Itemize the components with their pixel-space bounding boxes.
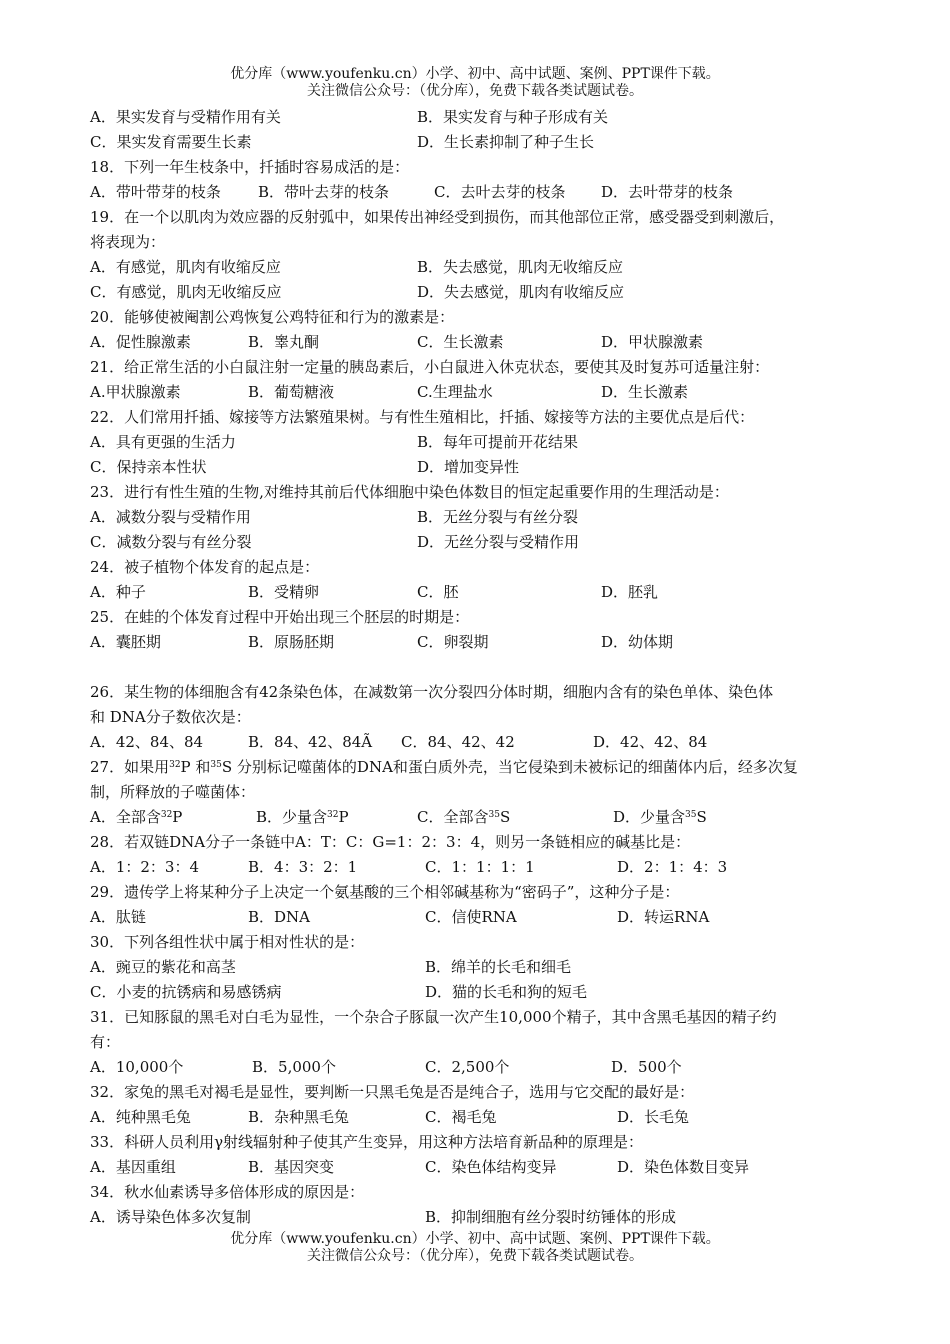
- q33-option-c: C．染色体结构变异: [425, 1158, 557, 1176]
- q23-option-b: B．无丝分裂与有丝分裂: [417, 508, 579, 526]
- q19-option-d: D．失去感觉，肌肉有收缩反应: [417, 283, 625, 301]
- q27-option-a: [90, 807, 182, 827]
- q33-stem: 33．科研人员利用γ射线辐射种子使其产生变异，用这种方法培育新品种的原理是：: [90, 1133, 644, 1151]
- q23-option-c: C．减数分裂与有丝分裂: [90, 533, 252, 551]
- q28-option-a: A．1：2：3：4: [90, 858, 200, 876]
- q33-option-d: D．染色体数目变异: [617, 1158, 750, 1176]
- q32-option-d: D．长毛兔: [617, 1108, 690, 1126]
- q18-option-b: B．带叶去芽的枝条: [258, 183, 390, 201]
- q23-stem: 23．进行有性生殖的生物,对维持其前后代体细胞中染色体数目的恒定起重要作用的生理活动是：: [90, 483, 729, 501]
- q26-stem-line-1: 26．某生物的体细胞含有42条染色体，在减数第一次分裂四分体时期，细胞内含有的染色单体、染色体: [90, 683, 774, 701]
- q29-option-b: B．DNA: [248, 908, 311, 926]
- q32-option-b: B．杂种黑毛兔: [248, 1108, 350, 1126]
- q33-option-b: B．基因突变: [248, 1158, 335, 1176]
- q27-option-b-text: B．少量含: [256, 808, 328, 826]
- q31-option-d: D．500个: [611, 1058, 682, 1076]
- q30-stem: 30．下列各组性状中属于相对性状的是：: [90, 933, 365, 951]
- q20-option-a: A．促性腺激素: [90, 333, 191, 351]
- q19-stem-line-1: 19．在一个以肌肉为效应器的反射弧中，如果传出神经受到损伤，而其他部位正常，感受器受到刺激后，: [90, 208, 785, 226]
- q27-option-a-sup: 32: [160, 810, 173, 820]
- q26-option-b: B．84、42、84Ã: [248, 733, 373, 751]
- q25-option-c: C．卵裂期: [417, 633, 489, 651]
- q18-option-c: C．去叶去芽的枝条: [434, 183, 566, 201]
- q27-option-a-element: P: [172, 808, 183, 826]
- q26-option-c: C．84、42、42: [401, 733, 515, 751]
- q27-stem-prefix: 27．如果用: [90, 758, 170, 776]
- q27-option-a-text: A．全部含: [90, 808, 161, 826]
- q21-option-d: D．生长激素: [601, 383, 689, 401]
- q27-option-d: [613, 807, 707, 827]
- q22-option-a: A．具有更强的生活力: [90, 433, 236, 451]
- q24-option-d: D．胚乳: [601, 583, 659, 601]
- q26-option-a: A．42、84、84: [90, 733, 204, 751]
- q33-option-a: A．基因重组: [90, 1158, 176, 1176]
- q30-option-d: D．猫的长毛和狗的短毛: [425, 983, 588, 1001]
- q24-option-b: B．受精卵: [248, 583, 320, 601]
- q34-option-b: B．抑制细胞有丝分裂时纺锤体的形成: [425, 1208, 677, 1226]
- q34-option-a: A．诱导染色体多次复制: [90, 1208, 251, 1226]
- q27-option-c-text: C．全部含: [417, 808, 489, 826]
- q27-option-b-element: P: [338, 808, 349, 826]
- q27-option-d-text: D．少量含: [613, 808, 686, 826]
- q21-option-a: A.甲状腺激素: [90, 383, 181, 401]
- q27-stem-mid: P 和: [180, 758, 211, 776]
- q28-option-c: C．1：1：1：1: [425, 858, 535, 876]
- q17-option-b: B．果实发育与种子形成有关: [417, 108, 609, 126]
- q19-stem-line-2: 将表现为：: [90, 233, 166, 251]
- q20-option-b: B．睾丸酮: [248, 333, 320, 351]
- q17-option-c: C．果实发育需要生长素: [90, 133, 252, 151]
- q25-option-b: B．原肠胚期: [248, 633, 335, 651]
- q28-stem: 28．若双链DNA分子一条链中A：T：C：G=1：2：3：4，则另一条链相应的碱基比是：: [90, 833, 691, 851]
- q26-option-d: D．42、42、84: [593, 733, 708, 751]
- q32-option-a: A．纯种黑毛兔: [90, 1108, 191, 1126]
- q25-option-d: D．幼体期: [601, 633, 674, 651]
- header-line-1: 优分库（www.youfenku.cn）小学、初中、高中试题、案例、PPT课件下载。: [230, 66, 720, 82]
- q27-option-b: [256, 807, 349, 827]
- q21-stem: 21．给正常生活的小白鼠注射一定量的胰岛素后，小白鼠进入休克状态，要使其及时复苏可适量注射：: [90, 358, 770, 376]
- q20-stem: 20．能够使被阉割公鸡恢复公鸡特征和行为的激素是：: [90, 308, 455, 326]
- q20-option-d: D．甲状腺激素: [601, 333, 704, 351]
- q30-option-a: A．豌豆的紫花和高茎: [90, 958, 236, 976]
- q28-option-b: B．4：3：2：1: [248, 858, 358, 876]
- q22-stem: 22．人们常用扦插、嫁接等方法繁殖果树。与有性生殖相比，扦插、嫁接等方法的主要优点是后代：: [90, 408, 755, 426]
- q26-stem-line-2: 和 DNA分子数依次是：: [90, 708, 251, 726]
- q29-option-c: C．信使RNA: [425, 908, 517, 926]
- header-line-2: 关注微信公众号：（优分库），免费下载各类试题试卷。: [307, 83, 643, 99]
- q23-option-a: A．减数分裂与受精作用: [90, 508, 251, 526]
- q31-stem-line-1: 31．已知豚鼠的黑毛对白毛为显性，一个杂合子豚鼠一次产生10,000个精子，其中含黑毛基因的精子约: [90, 1008, 777, 1026]
- q23-option-d: D．无丝分裂与受精作用: [417, 533, 580, 551]
- q18-option-a: A．带叶带芽的枝条: [90, 183, 221, 201]
- q27-stem-line-2: 制，所释放的子噬菌体：: [90, 783, 256, 801]
- q30-option-c: C．小麦的抗锈病和易感锈病: [90, 983, 282, 1001]
- q24-option-a: A．种子: [90, 583, 146, 601]
- q20-option-c: C．生长激素: [417, 333, 504, 351]
- q27-option-b-sup: 32: [327, 810, 339, 820]
- q25-stem: 25．在蛙的个体发育过程中开始出现三个胚层的时期是：: [90, 608, 470, 626]
- q24-option-c: C．胚: [417, 583, 459, 601]
- q24-stem: 24．被子植物个体发育的起点是：: [90, 558, 320, 576]
- q17-option-d: D．生长素抑制了种子生长: [417, 133, 595, 151]
- q27-option-c-sup: 35: [488, 810, 500, 820]
- q29-stem: 29．遗传学上将某种分子上决定一个氨基酸的三个相邻碱基称为“密码子”，这种分子是：: [90, 883, 680, 901]
- q32-option-c: C．褐毛兔: [425, 1108, 497, 1126]
- footer-line-2: 关注微信公众号：（优分库），免费下载各类试题试卷。: [307, 1248, 643, 1264]
- q27-stem-line-1: [90, 757, 798, 777]
- q29-option-a: A．肽链: [90, 908, 146, 926]
- q31-option-b: B．5,000个: [252, 1058, 336, 1076]
- q27-option-c: [417, 807, 510, 827]
- q27-option-d-element: S: [696, 808, 707, 826]
- q31-option-c: C．2,500个: [425, 1058, 510, 1076]
- q34-stem: 34．秋水仙素诱导多倍体形成的原因是：: [90, 1183, 365, 1201]
- q22-option-b: B．每年可提前开花结果: [417, 433, 579, 451]
- q19-option-a: A．有感觉，肌肉有收缩反应: [90, 258, 281, 276]
- q29-option-d: D．转运RNA: [617, 908, 710, 926]
- q17-option-a: A．果实发育与受精作用有关: [90, 108, 281, 126]
- q22-option-c: C．保持亲本性状: [90, 458, 207, 476]
- q27-option-c-element: S: [499, 808, 511, 826]
- q27-stem-sup-35: 35: [210, 760, 222, 770]
- q25-option-a: A．囊胚期: [90, 633, 161, 651]
- footer-line-1: 优分库（www.youfenku.cn）小学、初中、高中试题、案例、PPT课件下载。: [230, 1231, 720, 1247]
- q27-option-d-sup: 35: [685, 810, 697, 820]
- q19-option-c: C．有感觉，肌肉无收缩反应: [90, 283, 282, 301]
- q32-stem: 32．家兔的黑毛对褐毛是显性，要判断一只黑毛兔是否是纯合子，选用与它交配的最好是：: [90, 1083, 695, 1101]
- q22-option-d: D．增加变异性: [417, 458, 520, 476]
- q18-option-d: D．去叶带芽的枝条: [601, 183, 734, 201]
- q21-option-b: B．葡萄糖液: [248, 383, 335, 401]
- q31-option-a: A．10,000个: [90, 1058, 184, 1076]
- q31-stem-line-2: 有：: [90, 1033, 121, 1051]
- q27-stem-post: S 分别标记噬菌体的DNA和蛋白质外壳，当它侵染到未被标记的细菌体内后，经多次复: [221, 758, 798, 776]
- q19-option-b: B．失去感觉，肌肉无收缩反应: [417, 258, 624, 276]
- q27-stem-sup-32: 32: [169, 760, 181, 770]
- q28-option-d: D．2：1：4：3: [617, 858, 728, 876]
- q21-option-c: C.生理盐水: [417, 383, 493, 401]
- q30-option-b: B．绵羊的长毛和细毛: [425, 958, 572, 976]
- q18-stem: 18．下列一年生枝条中，扦插时容易成活的是：: [90, 158, 410, 176]
